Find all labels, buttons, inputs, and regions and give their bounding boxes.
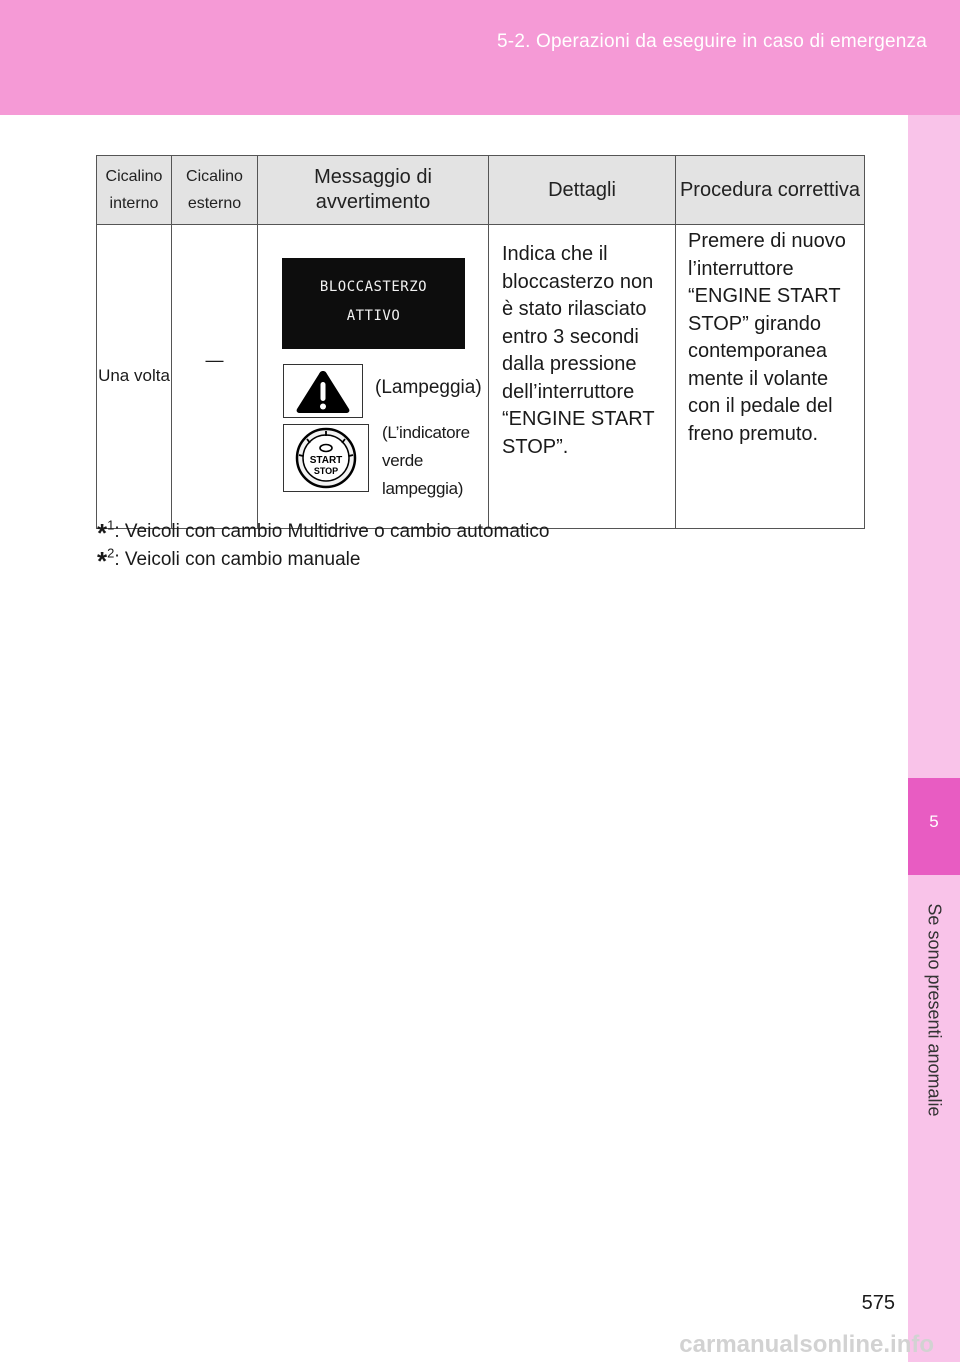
warning-table — [96, 155, 865, 529]
multi-info-display — [282, 258, 465, 349]
chapter-label: Se sono presenti anomalie — [924, 903, 945, 1117]
cell-procedure: Premere di nuovo l’interruttore “ENGINE START STOP” girando contemporanea mente il volante con il pedale del freno premuto. — [676, 225, 865, 529]
flashing-note: (Lampeggia) — [375, 377, 482, 398]
page-number: 575 — [861, 1292, 895, 1314]
warning-triangle-icon — [283, 364, 363, 418]
watermark: carmanualsonline.info — [679, 1331, 934, 1358]
start-stop-text-top: START — [309, 455, 343, 466]
footnote-2 — [97, 541, 361, 576]
footnote-1 — [97, 513, 550, 548]
footnote-text: : Veicoli con cambio manuale — [114, 549, 361, 570]
header-procedure: Procedura correttiva — [676, 156, 865, 225]
footnote-text: : Veicoli con cambio Multidrive o cambio automatico — [114, 521, 550, 542]
display-line-1: BLOCCASTERZO — [319, 279, 428, 295]
cell-message — [258, 225, 489, 529]
table-row — [97, 225, 865, 529]
indicator-note-text: (L’indicatore verde lampeggia) — [382, 423, 470, 498]
cell-inner-buzzer: Una volta — [97, 225, 172, 529]
start-stop-text-bottom: STOP — [313, 466, 339, 476]
side-tab — [908, 115, 960, 1362]
footnote-marker: * — [97, 518, 108, 548]
chapter-tab — [908, 778, 960, 875]
header-inner-buzzer: Cicalino interno — [97, 156, 172, 225]
header-message: Messaggio di avvertimento — [258, 156, 489, 225]
dash: — — [205, 350, 224, 370]
footnote-number: 2 — [107, 545, 115, 561]
cell-details: Indica che il bloccasterzo non è stato rilasciato entro 3 secondi dalla pressione dell’interruttore “ENGINE START STOP”. — [489, 225, 676, 529]
header-details: Dettagli — [489, 156, 676, 225]
section-title: 5-2. Operazioni da eseguire in caso di emergenza — [497, 31, 927, 52]
footnote-number: 1 — [107, 517, 115, 533]
table-header-row — [97, 156, 865, 225]
start-stop-button-icon — [283, 424, 369, 492]
cell-outer-buzzer — [172, 225, 258, 529]
header-outer-buzzer: Cicalino esterno — [172, 156, 258, 225]
indicator-note — [382, 419, 478, 503]
chapter-number: 5 — [929, 812, 939, 831]
display-line-2: ATTIVO — [346, 308, 401, 324]
page-header — [0, 0, 960, 115]
footnote-marker: * — [97, 546, 108, 576]
